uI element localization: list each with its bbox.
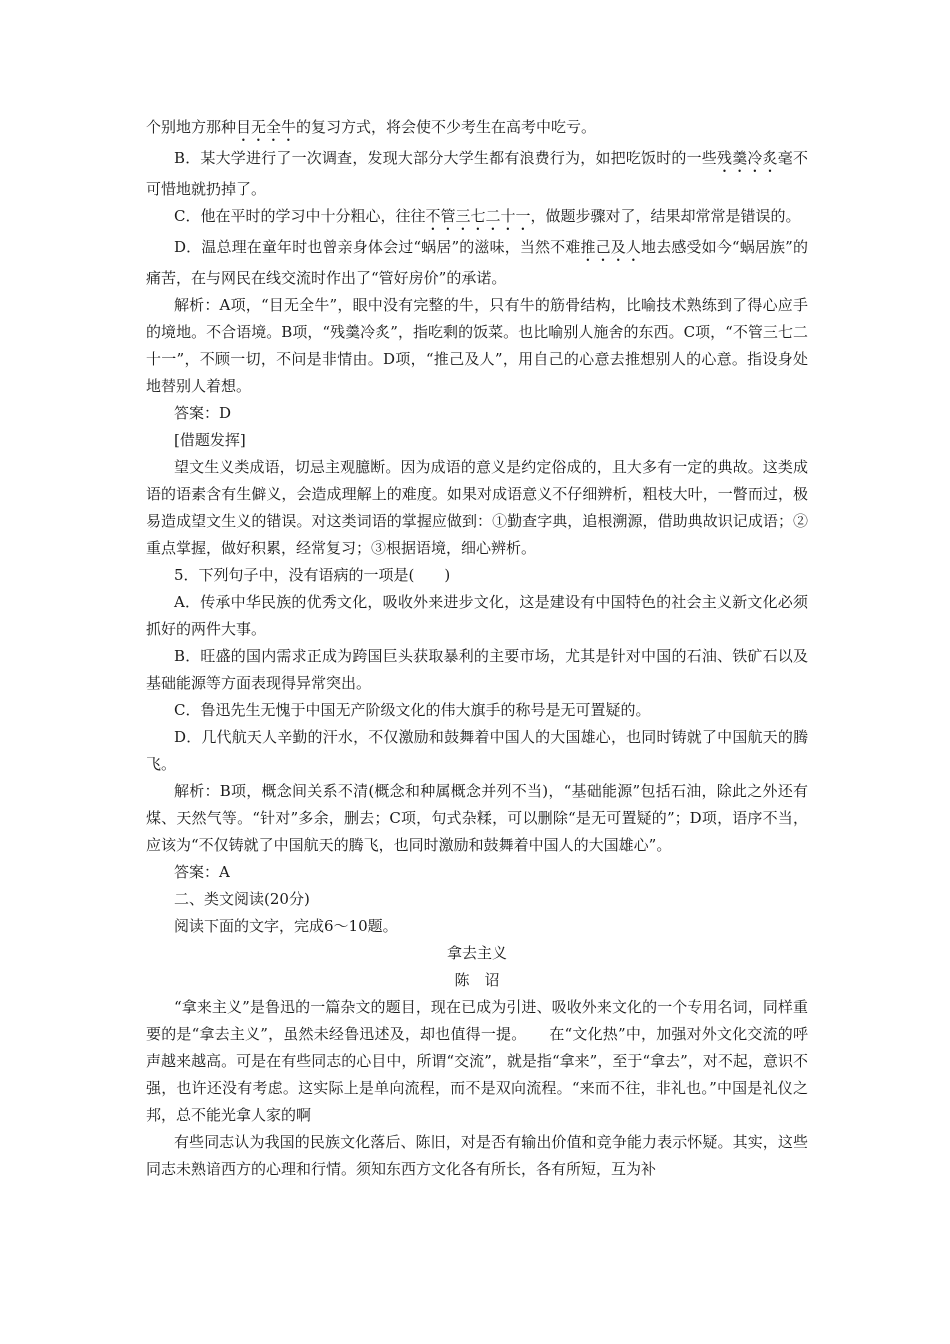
q4-option-b — [146, 145, 808, 203]
q5-option-c: C．鲁迅先生无愧于中国无产阶级文化的伟大旗手的称号是无可置疑的。 — [174, 701, 651, 719]
article-author: 陈 诏 — [454, 971, 500, 989]
emphasized-idiom: 不管三七二十一 — [425, 207, 531, 225]
document-page — [146, 114, 808, 1183]
article-paragraph-2: 有些同志认为我国的民族文化落后、陈旧，对是否有输出价值和竞争能力表示怀疑。其实，这些同志未熟谙西方的心理和行情。须知东西方文化各有所长，各有所短，互为补 — [146, 1133, 808, 1178]
q5-analysis: 解析：B项，概念间关系不清(概念和种属概念并列不当)，“基础能源”包括石油，除此之外还有煤、天然气等。“针对”多余，删去；C项，句式杂糅，可以删除“是无可置疑的”；D项，语序不当，应该为“不仅铸就了中国航天的腾飞，也同时激励和鼓舞着中国人的大国雄心”。 — [146, 782, 808, 854]
section-instruction: 阅读下面的文字，完成6～10题。 — [174, 917, 398, 935]
tip-title: [借题发挥] — [174, 431, 246, 449]
emphasized-idiom: 目无全牛 — [236, 118, 297, 136]
article-paragraph-1: “拿来主义”是鲁迅的一篇杂文的题目，现在已成为引进、吸收外来文化的一个专用名词，同样重要的是“拿去主义”，虽然未经鲁迅述及，却也值得一提。 在“文化热”中，加强对外文化交流的呼声越来越高。可是在有些同志的心目中，所谓“交流”，就是指“拿来”，至于“拿去”，对不起，意识不强，也许还没有考虑。这实际上是单向流程，而不是双向流程。“来而不往，非礼也。”中国是礼仪之邦，总不能光拿人家的啊 — [146, 998, 808, 1124]
article-title: 拿去主义 — [446, 944, 507, 962]
q4-analysis: 解析：A项，“目无全牛”，眼中没有完整的牛，只有牛的筋骨结构，比喻技术熟练到了得心应手的境地。不合语境。B项，“残羹冷炙”，指吃剩的饭菜。也比喻别人施舍的东西。C项，“不管三七二十一”，不顾一切，不问是非情由。D项，“推己及人”，用自己的心意去推想别人的心意。指设身处地替别人着想。 — [146, 296, 808, 395]
q5-option-d: D．几代航天人辛勤的汗水，不仅激励和鼓舞着中国人的大国雄心，也同时铸就了中国航天的腾飞。 — [146, 728, 808, 773]
section-heading: 二、类文阅读(20分) — [174, 890, 310, 908]
q5-answer: 答案：A — [174, 863, 230, 881]
q5-stem: 5．下列句子中，没有语病的一项是( ) — [174, 566, 451, 584]
text: 的复习方式，将会使不少考生在高考中吃亏。 — [296, 118, 597, 136]
text: D．温总理在童年时也曾亲身体会过“蜗居”的滋味，当然不难 — [174, 238, 581, 256]
text: B．某大学进行了一次调查，发现大部分大学生都有浪费行为，如把吃饭时的一些 — [174, 149, 717, 167]
tip-body: 望文生义类成语，切忌主观臆断。因为成语的意义是约定俗成的，且大多有一定的典故。这类成语的语素含有生僻义，会造成理解上的难度。如果对成语意义不仔细辨析，粗枝大叶，一瞥而过，极易造成望文生义的错误。对这类词语的掌握应做到：①勤查字典，追根溯源，借助典故识记成语；②重点掌握，做好积累，经常复习；③根据语境，细心辨析。 — [146, 458, 808, 557]
emphasized-idiom: 残羹冷炙 — [717, 149, 778, 167]
q4-option-a-continued — [146, 114, 808, 145]
q4-option-d — [146, 234, 808, 292]
q5-option-b: B．旺盛的国内需求正成为跨国巨头获取暴利的主要市场，尤其是针对中国的石油、铁矿石以及基础能源等方面表现得异常突出。 — [146, 647, 808, 692]
q4-answer: 答案：D — [174, 404, 232, 422]
text: 个别地方那种 — [146, 118, 237, 136]
text: 地去感受如今“蜗居族”的痛苦，在与网民在线交流时作出了“管好房价”的承诺。 — [146, 238, 808, 287]
text: C．他在平时的学习中十分粗心，往往 — [174, 207, 426, 225]
emphasized-idiom: 推己及人 — [580, 238, 642, 256]
text: ，做题步骤对了，结果却常常是错误的。 — [530, 207, 801, 225]
q4-option-c — [146, 203, 808, 234]
text: 毫不可惜地就扔掉了。 — [146, 149, 808, 198]
q5-option-a: A．传承中华民族的优秀文化，吸收外来进步文化，这是建设有中国特色的社会主义新文化必须抓好的两件大事。 — [146, 593, 808, 638]
